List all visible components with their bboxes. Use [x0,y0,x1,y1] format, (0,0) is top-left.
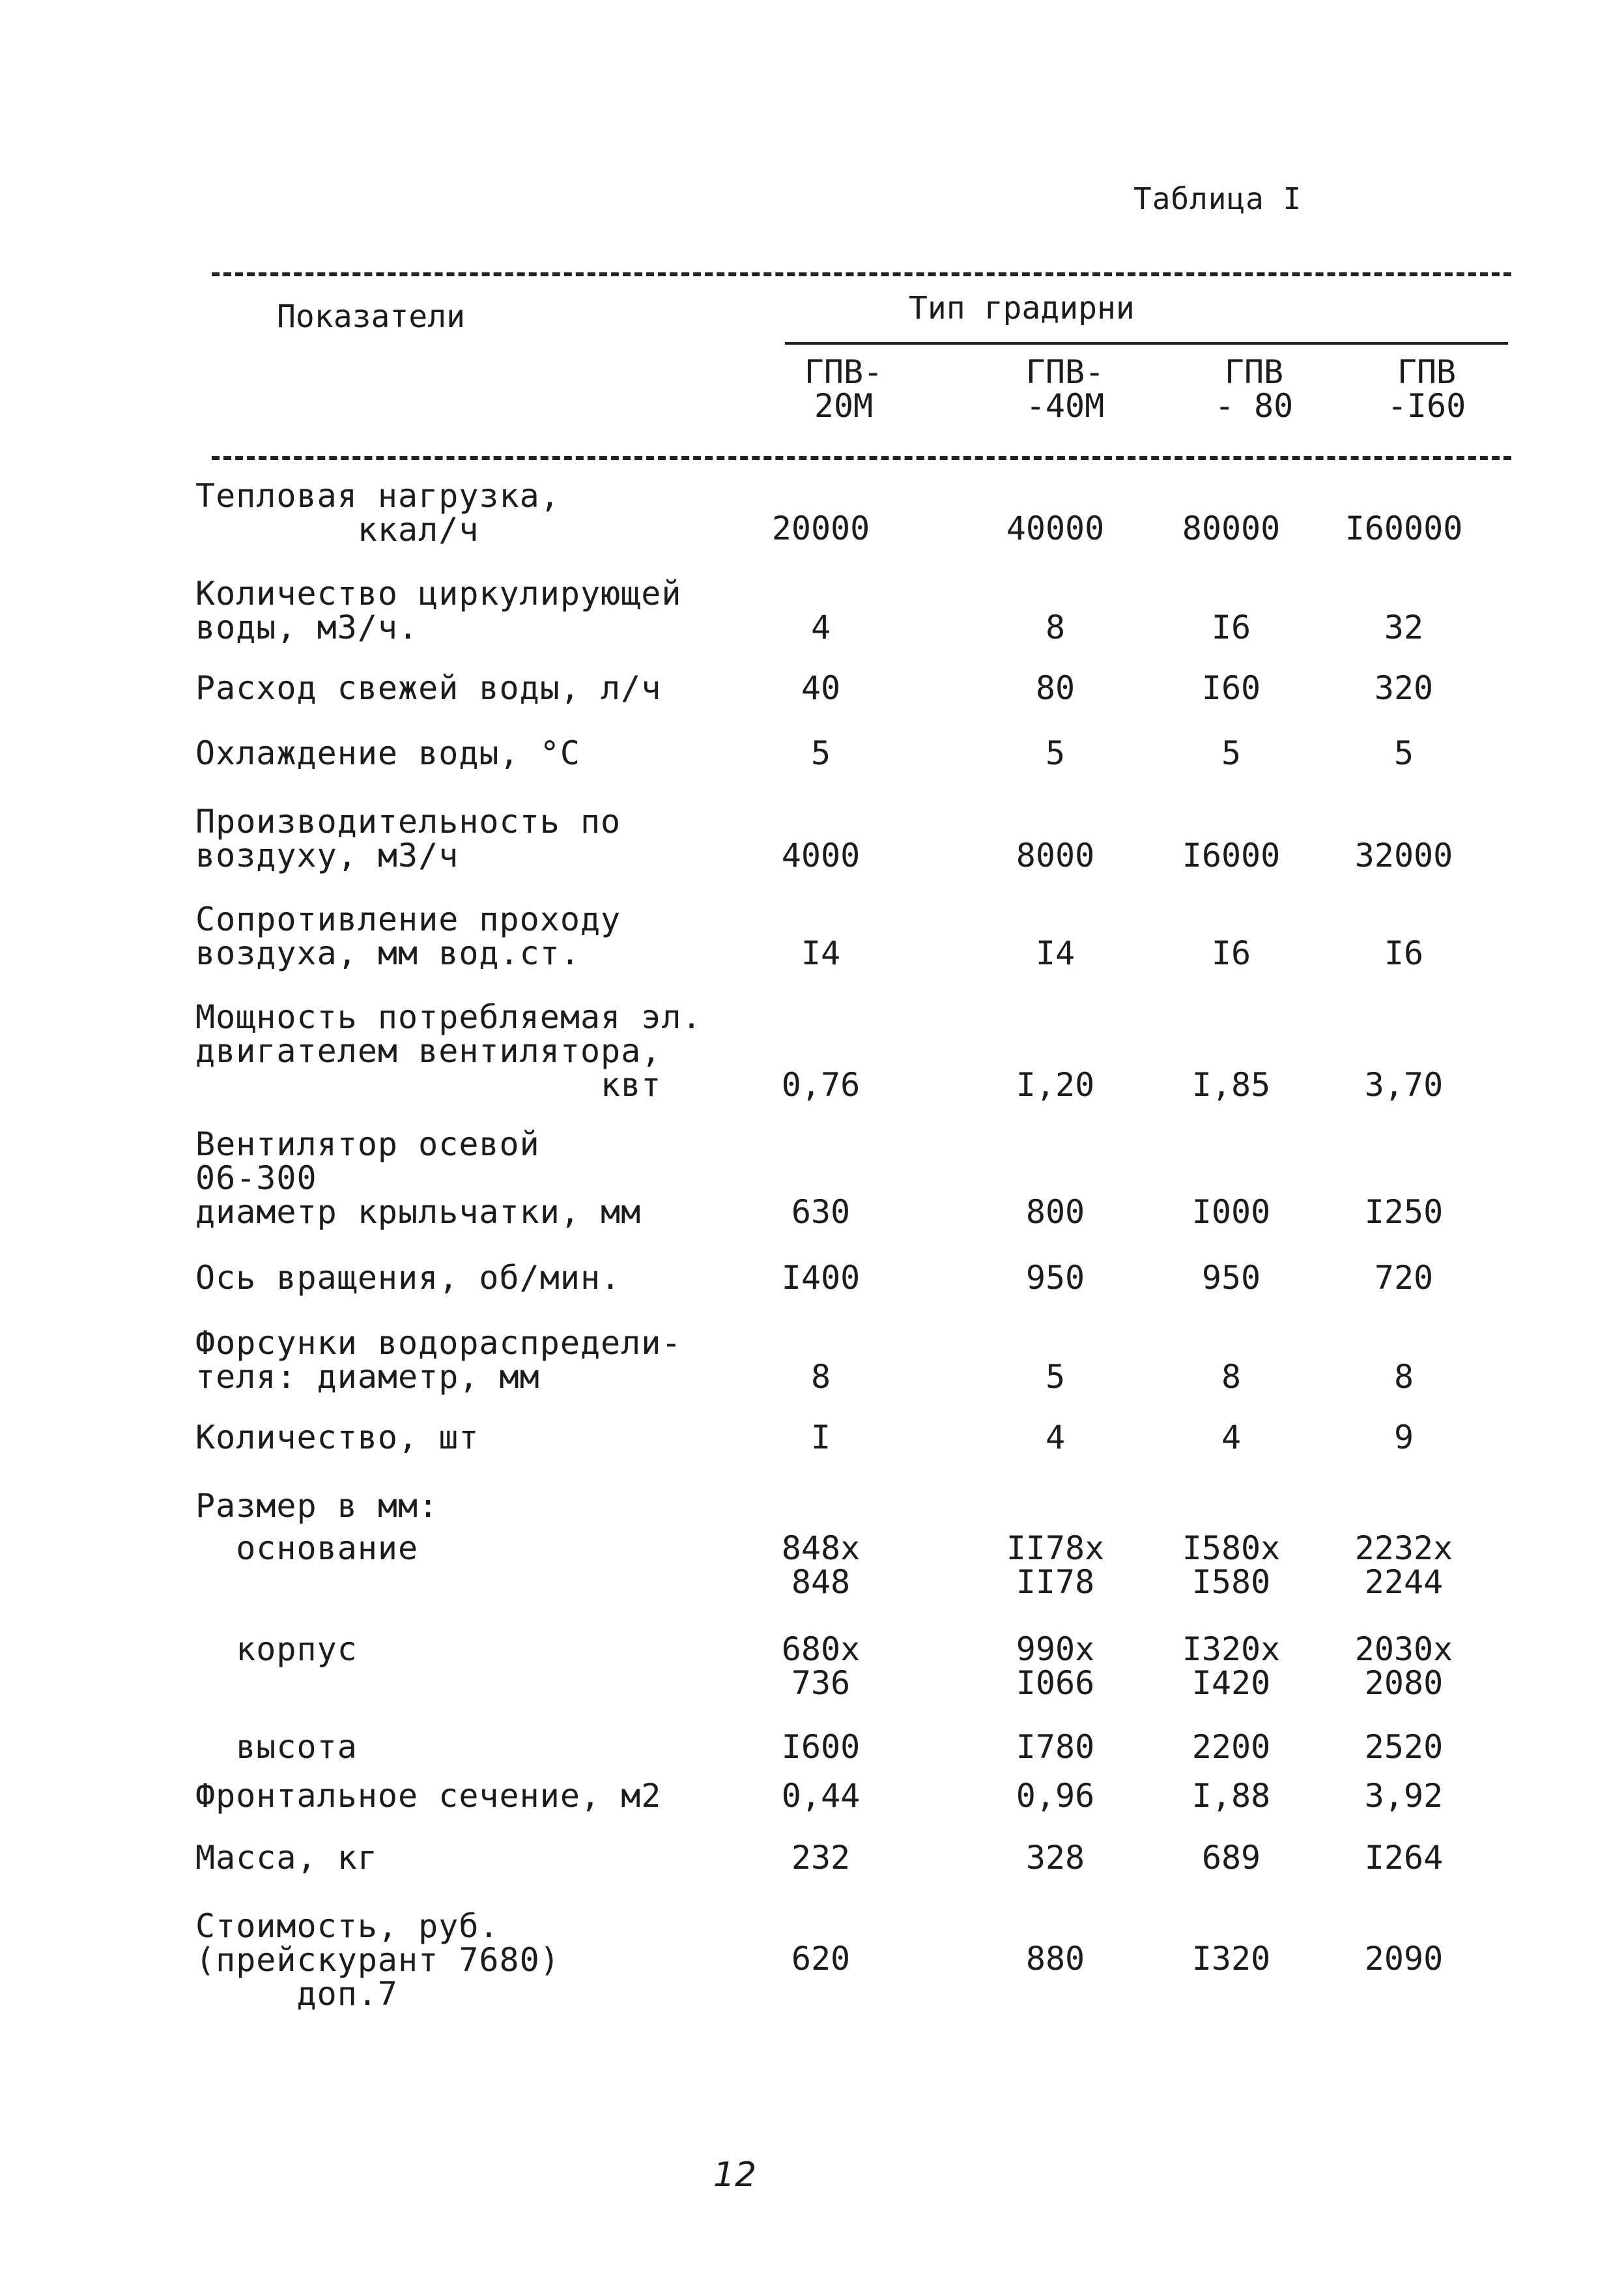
table-cell: 8 [810,1358,831,1396]
table-cell: I6 [1384,934,1424,972]
type-header: Тип градирни [909,290,1135,326]
table-cell: I264 [1364,1839,1444,1877]
table-cell: 0,44 [781,1777,861,1815]
row-label: Мощность потребляемая эл. двигателем вентилятора, квт [195,998,702,1104]
table-cell: 950 [1025,1259,1085,1297]
row-label: Стоимость, руб. (прейскурант 7680) доп.7 [195,1907,560,2013]
table-title: Таблица I [1133,181,1302,216]
table-cell: I320х I420 [1182,1630,1281,1702]
table-cell: 40 [801,669,841,707]
row-label: основание [195,1529,419,1567]
table-cell: 620 [791,1940,851,1978]
table-cell: 5 [1045,734,1066,772]
table-cell: 32 [1384,609,1424,646]
table-cell: I [810,1419,831,1456]
row-label: Фронтальное сечение, м2 [195,1777,662,1815]
table-cell: 80 [1035,669,1076,707]
row-label: Форсунки водораспредели- теля: диаметр, мм [195,1324,682,1396]
table-cell: 0,76 [781,1066,861,1104]
table-cell: 9 [1393,1419,1414,1456]
table-cell: 800 [1025,1193,1085,1231]
table-cell: 232 [791,1839,851,1877]
table-cell: 4000 [781,837,861,874]
table-cell: 848х 848 [781,1529,861,1601]
row-label: Количество, шт [195,1419,479,1456]
table-cell: 950 [1201,1259,1261,1297]
table-cell: 680х 736 [781,1630,861,1702]
table-cell: 2232х 2244 [1354,1529,1453,1601]
table-cell: I60 [1201,669,1261,707]
table-cell: 720 [1374,1259,1434,1297]
table-cell: 20000 [771,510,870,547]
table-cell: 4 [1221,1419,1242,1456]
table-cell: 4 [1045,1419,1066,1456]
row-label: Охлаждение воды, °С [195,734,580,772]
table-cell: 2200 [1191,1728,1271,1766]
table-cell: 5 [1221,734,1242,772]
row-label: корпус [195,1630,358,1668]
table-cell: I000 [1191,1193,1271,1231]
table-cell: 2520 [1364,1728,1444,1766]
table-cell: 8000 [1016,837,1095,874]
table-cell: 0,96 [1016,1777,1095,1815]
table-cell: 2030х 2080 [1354,1630,1453,1702]
table-cell: 32000 [1354,837,1453,874]
table-cell: I600 [781,1728,861,1766]
table-cell: 5 [810,734,831,772]
table-cell: I,20 [1016,1066,1095,1104]
row-label: высота [195,1728,358,1766]
table-cell: 5 [1045,1358,1066,1396]
row-label: Производительность по воздуху, м3/ч [195,803,621,874]
page-number: 12 [713,2155,757,2195]
row-label: Масса, кг [195,1839,378,1877]
row-label: Расход свежей воды, л/ч [195,669,662,707]
column-header-2: ГПВ- -40М [1025,353,1105,425]
table-cell: I4 [801,934,841,972]
table-cell: 40000 [1006,510,1105,547]
table-cell: 8 [1393,1358,1414,1396]
table-cell: I6 [1211,609,1251,646]
table-cell: 3,70 [1364,1066,1444,1104]
row-label: Количество циркулирующей воды, м3/ч. [195,575,682,646]
indicators-header: Показатели [277,298,465,335]
table-cell: 8 [1221,1358,1242,1396]
table-cell: 3,92 [1364,1777,1444,1815]
table-cell: I6 [1211,934,1251,972]
table-cell: 328 [1025,1839,1085,1877]
row-label: Сопротивление проходу воздуха, мм вод.ст. [195,901,621,972]
column-header-4: ГПВ -I60 [1387,353,1466,425]
column-header-1: ГПВ- 20М [804,353,883,425]
row-label: Размер в мм: [195,1487,439,1525]
column-header-3: ГПВ - 80 [1214,353,1294,425]
header-rule [212,456,1511,460]
table-cell: 8 [1045,609,1066,646]
table-cell: 630 [791,1193,851,1231]
table-cell: II78х II78 [1006,1529,1105,1601]
table-cell: 689 [1201,1839,1261,1877]
table-cell: I6000 [1182,837,1281,874]
top-rule [212,272,1511,276]
table-cell: I780 [1016,1728,1095,1766]
table-cell: 4 [810,609,831,646]
row-label: Ось вращения, об/мин. [195,1259,621,1297]
table-cell: 80000 [1182,510,1281,547]
table-cell: I320 [1191,1940,1271,1978]
table-cell: I,88 [1191,1777,1271,1815]
table-cell: I60000 [1345,510,1463,547]
table-cell: 990х I066 [1016,1630,1095,1702]
table-cell: I250 [1364,1193,1444,1231]
table-cell: I580х I580 [1182,1529,1281,1601]
type-header-rule [785,342,1508,345]
table-cell: 5 [1393,734,1414,772]
table-cell: I4 [1035,934,1076,972]
table-cell: 320 [1374,669,1434,707]
row-label: Тепловая нагрузка, ккал/ч [195,477,560,549]
table-cell: 2090 [1364,1940,1444,1978]
row-label: Вентилятор осевой 06-300 диаметр крыльчатки, мм [195,1125,642,1231]
table-cell: 880 [1025,1940,1085,1978]
table-cell: I,85 [1191,1066,1271,1104]
table-cell: I400 [781,1259,861,1297]
